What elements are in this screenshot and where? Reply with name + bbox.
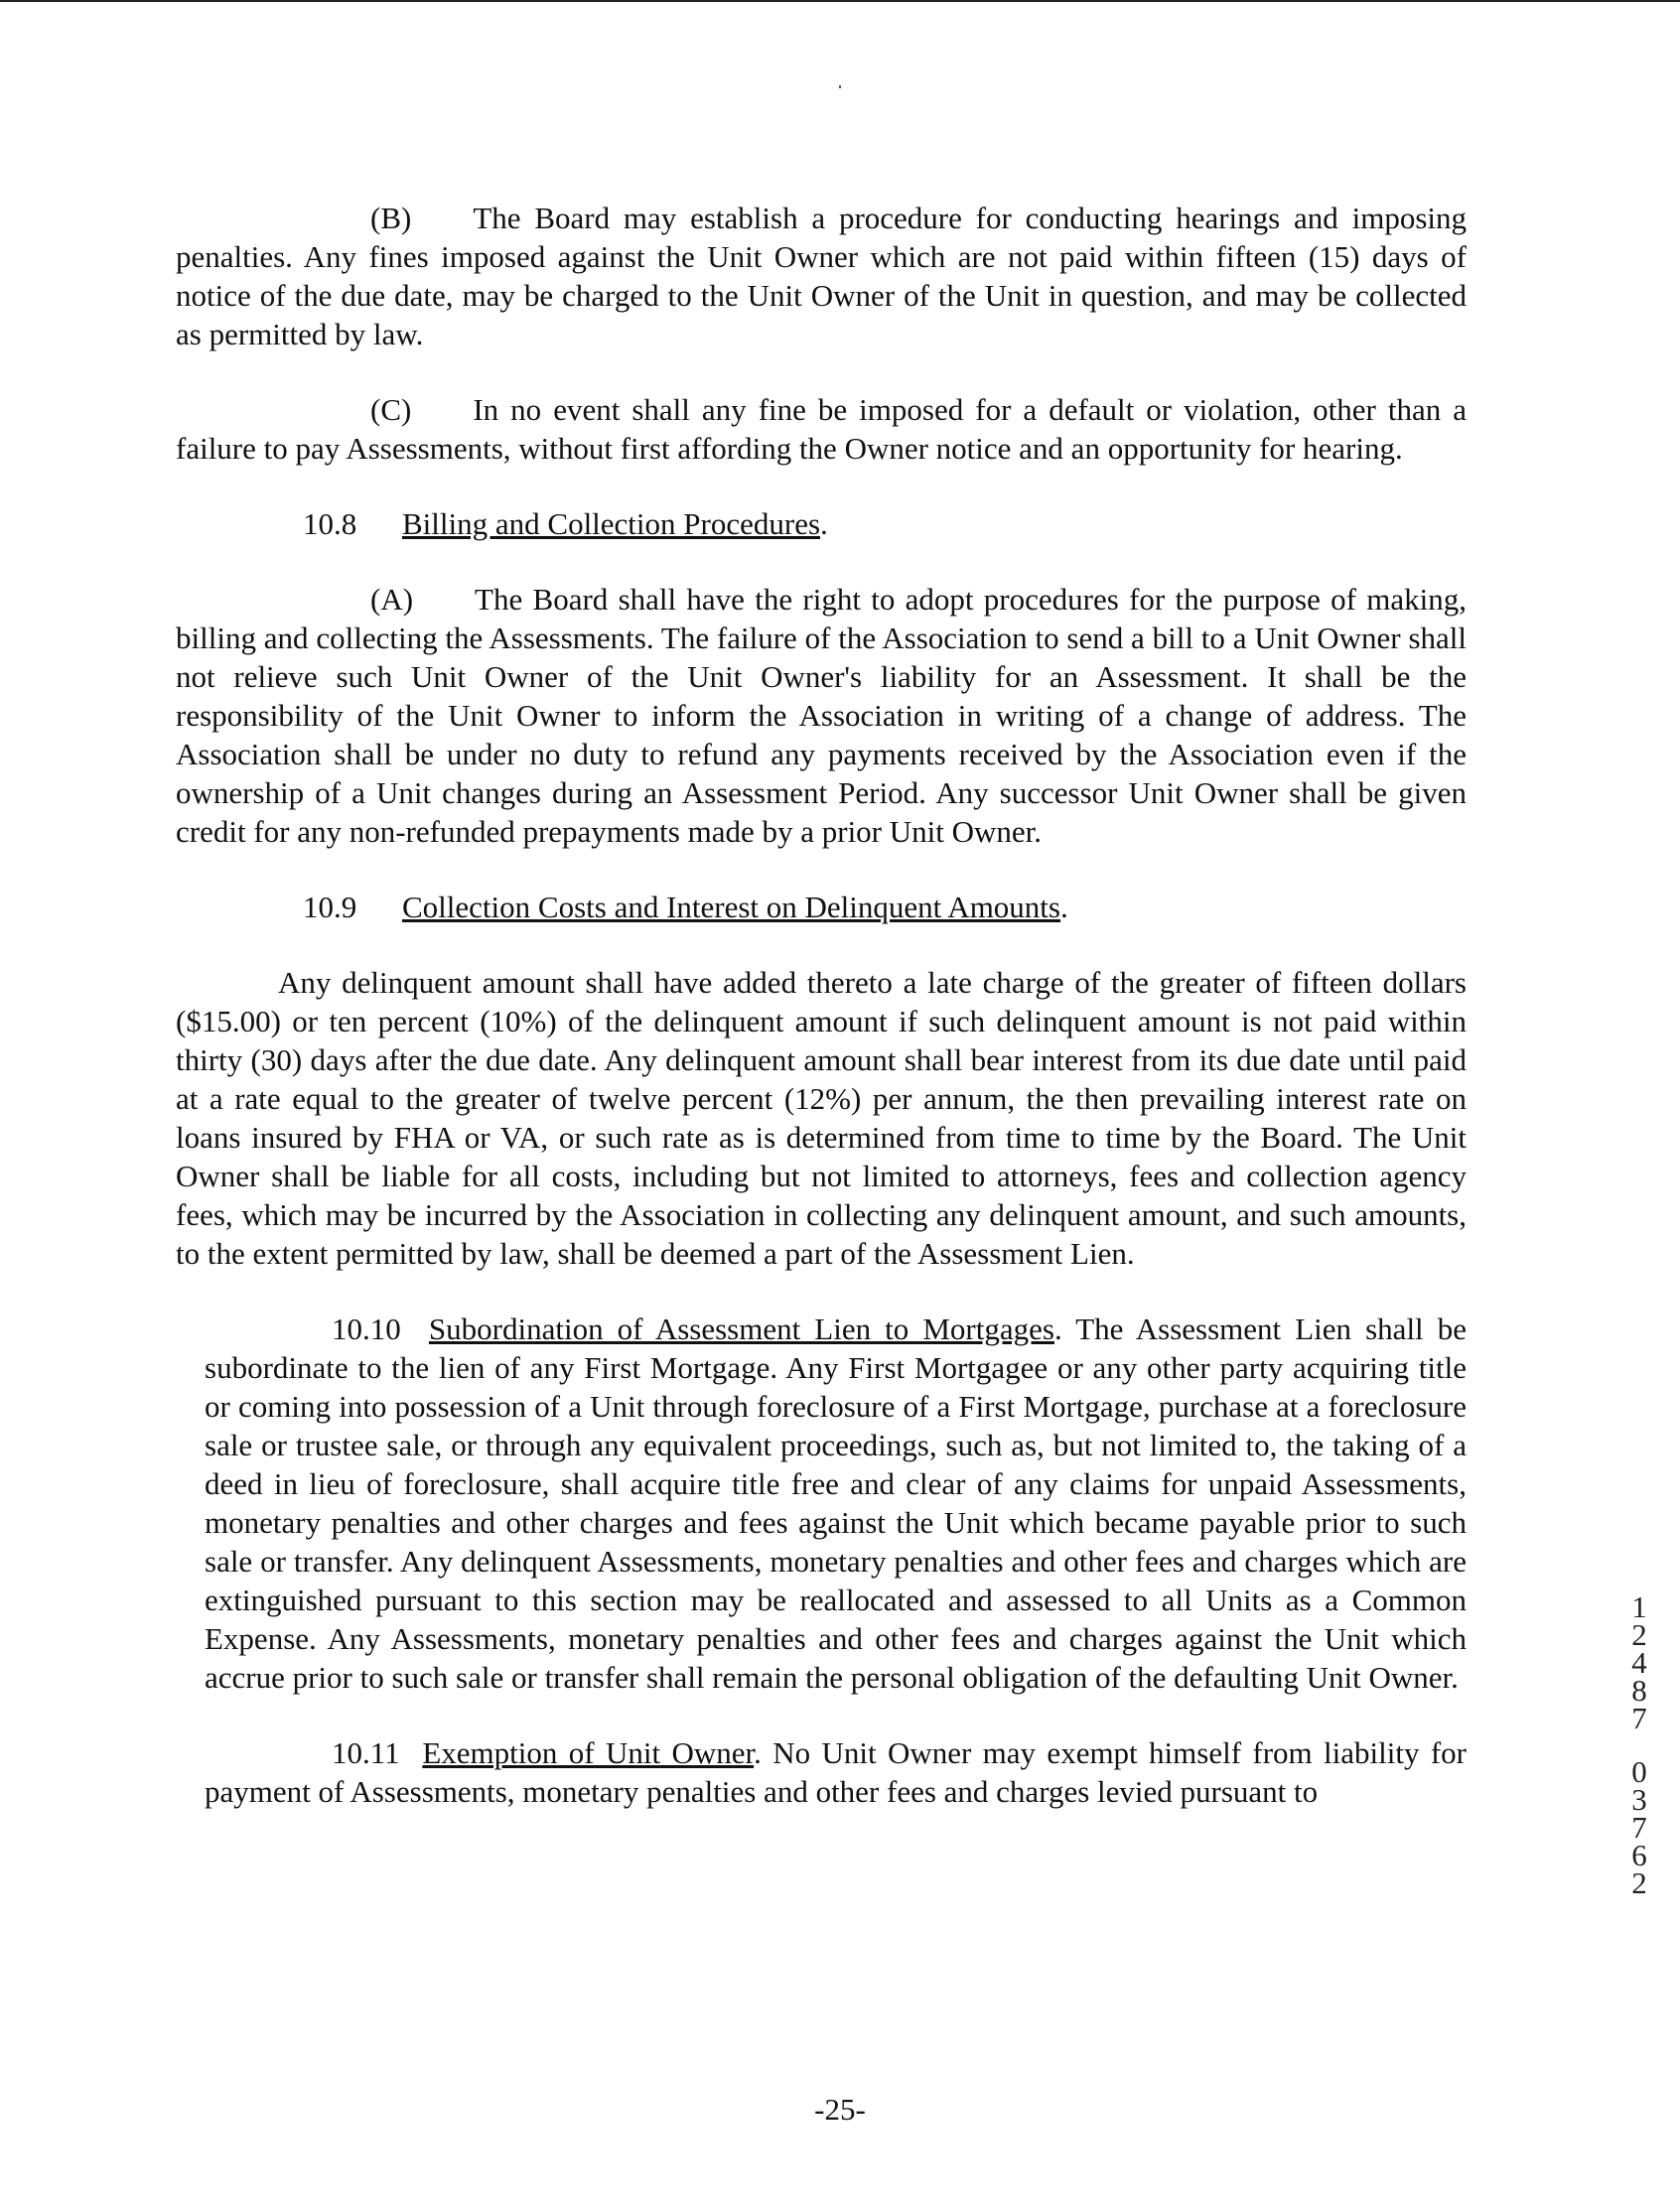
section-title-period: . [754,1735,762,1770]
stamp-digit: 4 [1631,1645,1647,1680]
section-number: 10.10 [332,1311,401,1346]
stamp-digit: 7 [1631,1701,1647,1735]
scan-speck [839,85,841,88]
section-body: The Assessment Lien shall be subordinate to the lien of any First Mortgage. Any First Mortgagee or any other party acquiring title or coming into possession of a Unit through foreclosure of a First Mortgage, purchase at a foreclosure sale or trustee sale, or through any equivalent proceedings, such as, but not limited to, the taking of a deed in lieu of foreclosure, shall acquire title free and clear of any claims for unpaid Assessments, monetary penalties and other charges and fees against the Unit which became payable prior to such sale or transfer. Any delinquent Assessments, monetary penalties and other fees and charges which are extinguished pursuant to this section may be reallocated and assessed to all Units as a Common Expense. Any Assessments, monetary penalties and other fees and charges against the Unit which accrue prior to such sale or transfer shall remain the personal obligation of the defaulting Unit Owner. [205,1311,1468,1695]
paragraph-c: (C) In no event shall any fine be imposed for a default or violation, other than a failure to pay Assessments, without first affording the Owner notice and an opportunity for hearing. [176,392,1467,466]
section-title-period: . [820,506,828,541]
section-10-8-heading [176,504,1467,543]
document-page [176,199,1467,1811]
section-title-period: . [1060,890,1068,924]
page-number: -25- [814,2092,866,2127]
section-title-period: . [1053,1311,1062,1346]
section-10-10 [176,1310,1467,1697]
section-title: Subordination of Assessment Lien to Mortgages [428,1311,1054,1346]
stamp-digit: 1 [1631,1589,1647,1624]
stamp-digit: 7 [1631,1810,1647,1845]
stamp-digit: 2 [1631,1617,1647,1652]
stamp-digit: 6 [1631,1838,1647,1872]
section-10-9-heading [176,888,1467,926]
paragraph-10-8-a: (A) The Board shall have the right to adopt procedures for the purpose of making, billing and collecting the Assessments. The failure of the Association to send a bill to a Unit Owner shall not relieve such Unit Owner of the Unit Owner's liability for an Assessment. It shall be the responsibility of the Unit Owner to inform the Association in writing of a change of address. The Association shall be under no duty to refund any payments received by the Association even if the ownership of a Unit changes during an Assessment Period. Any successor Unit Owner shall be given credit for any non-refunded prepayments made by a prior Unit Owner. [176,582,1467,849]
section-title: Exemption of Unit Owner [422,1735,755,1770]
recording-number-stamp [1624,1589,1654,1900]
paragraph-10-9: Any delinquent amount shall have added thereto a late charge of the greater of fifteen dollars ($15.00) or ten percent (10%) of the delinquent amount if such delinquent amount is not paid within thirty (30) days after the due date. Any delinquent amount shall bear interest from its due date until paid at a rate equal to the greater of twelve percent (12%) per annum, the then prevailing interest rate on loans insured by FHA or VA, or such rate as is determined from time to time by the Board. The Unit Owner shall be liable for all costs, including but not limited to attorneys, fees and collection agency fees, which may be incurred by the Association in collecting any delinquent amount, and such amounts, to the extent permitted by law, shall be deemed a part of the Assessment Lien. [176,965,1467,1271]
section-number: 10.8 [303,506,357,541]
paragraph-b: (B) The Board may establish a procedure for conducting hearings and imposing penalties. Any fines imposed against the Unit Owner which are not paid within fifteen (15) days of notice of the due date, may be charged to the Unit Owner of the Unit in question, and may be collected as permitted by law. [176,201,1467,351]
stamp-digit: 2 [1631,1865,1647,1900]
section-number: 10.9 [303,890,357,924]
stamp-digit: 3 [1631,1782,1647,1817]
stamp-digit: 0 [1631,1754,1647,1789]
section-body: No Unit Owner may exempt himself from liability for payment of Assessments, monetary penalties and other fees and charges levied pursuant to [205,1735,1467,1809]
stamp-digit: 8 [1631,1673,1647,1708]
section-10-11 [176,1733,1467,1811]
scan-top-border [0,0,1680,2]
section-number: 10.11 [332,1735,400,1770]
section-title: Collection Costs and Interest on Delinquent Amounts [402,890,1060,924]
section-title: Billing and Collection Procedures [402,506,821,541]
